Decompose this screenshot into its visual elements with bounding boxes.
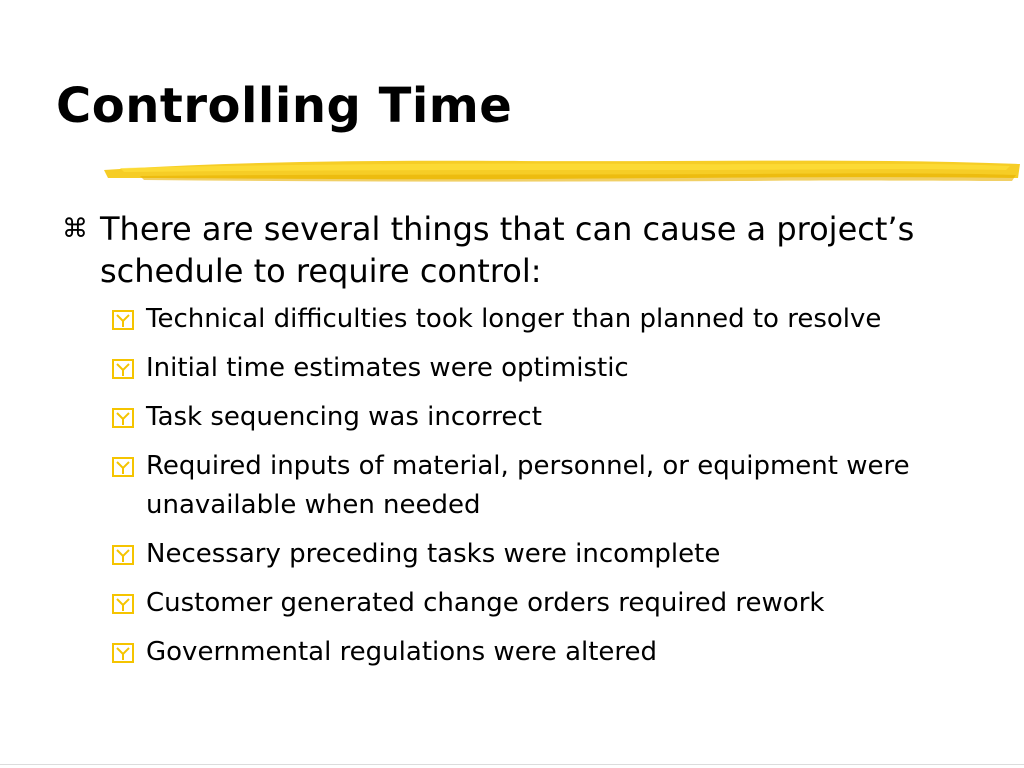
checkbox-y-bullet-icon (112, 408, 134, 428)
sub-bullet-item (112, 300, 988, 339)
sub-bullet-item (112, 535, 988, 574)
slide-title: Controlling Time (56, 78, 513, 134)
sub-bullet-list (62, 300, 1012, 672)
main-bullet-point (62, 208, 1012, 292)
sub-bullet-text: Necessary preceding tasks were incomplete (146, 539, 721, 569)
sub-bullet-item (112, 447, 988, 525)
slide-body (62, 208, 1012, 682)
sub-bullet-item (112, 349, 988, 388)
sub-bullet-text: Initial time estimates were optimistic (146, 353, 629, 383)
bottom-divider (0, 764, 1024, 765)
sub-bullet-item (112, 633, 988, 672)
checkbox-y-bullet-icon (112, 594, 134, 614)
sub-bullet-text: Governmental regulations were altered (146, 637, 658, 667)
checkbox-y-bullet-icon (112, 545, 134, 565)
main-bullet-text: There are several things that can cause a project’s schedule to require control: (100, 210, 915, 290)
checkbox-y-bullet-icon (112, 643, 134, 663)
sub-bullet-item (112, 584, 988, 623)
sub-bullet-text: Technical difficulties took longer than planned to resolve (146, 304, 882, 334)
checkbox-y-bullet-icon (112, 310, 134, 330)
checkbox-y-bullet-icon (112, 359, 134, 379)
sub-bullet-item (112, 398, 988, 437)
sub-bullet-text: Task sequencing was incorrect (146, 402, 542, 432)
sub-bullet-text: Customer generated change orders required rework (146, 588, 825, 618)
command-key-bullet-icon: ⌘ (62, 214, 88, 244)
checkbox-y-bullet-icon (112, 457, 134, 477)
sub-bullet-text: Required inputs of material, personnel, or equipment were unavailable when needed (146, 451, 910, 520)
title-underline-brush-stroke (100, 148, 1024, 188)
